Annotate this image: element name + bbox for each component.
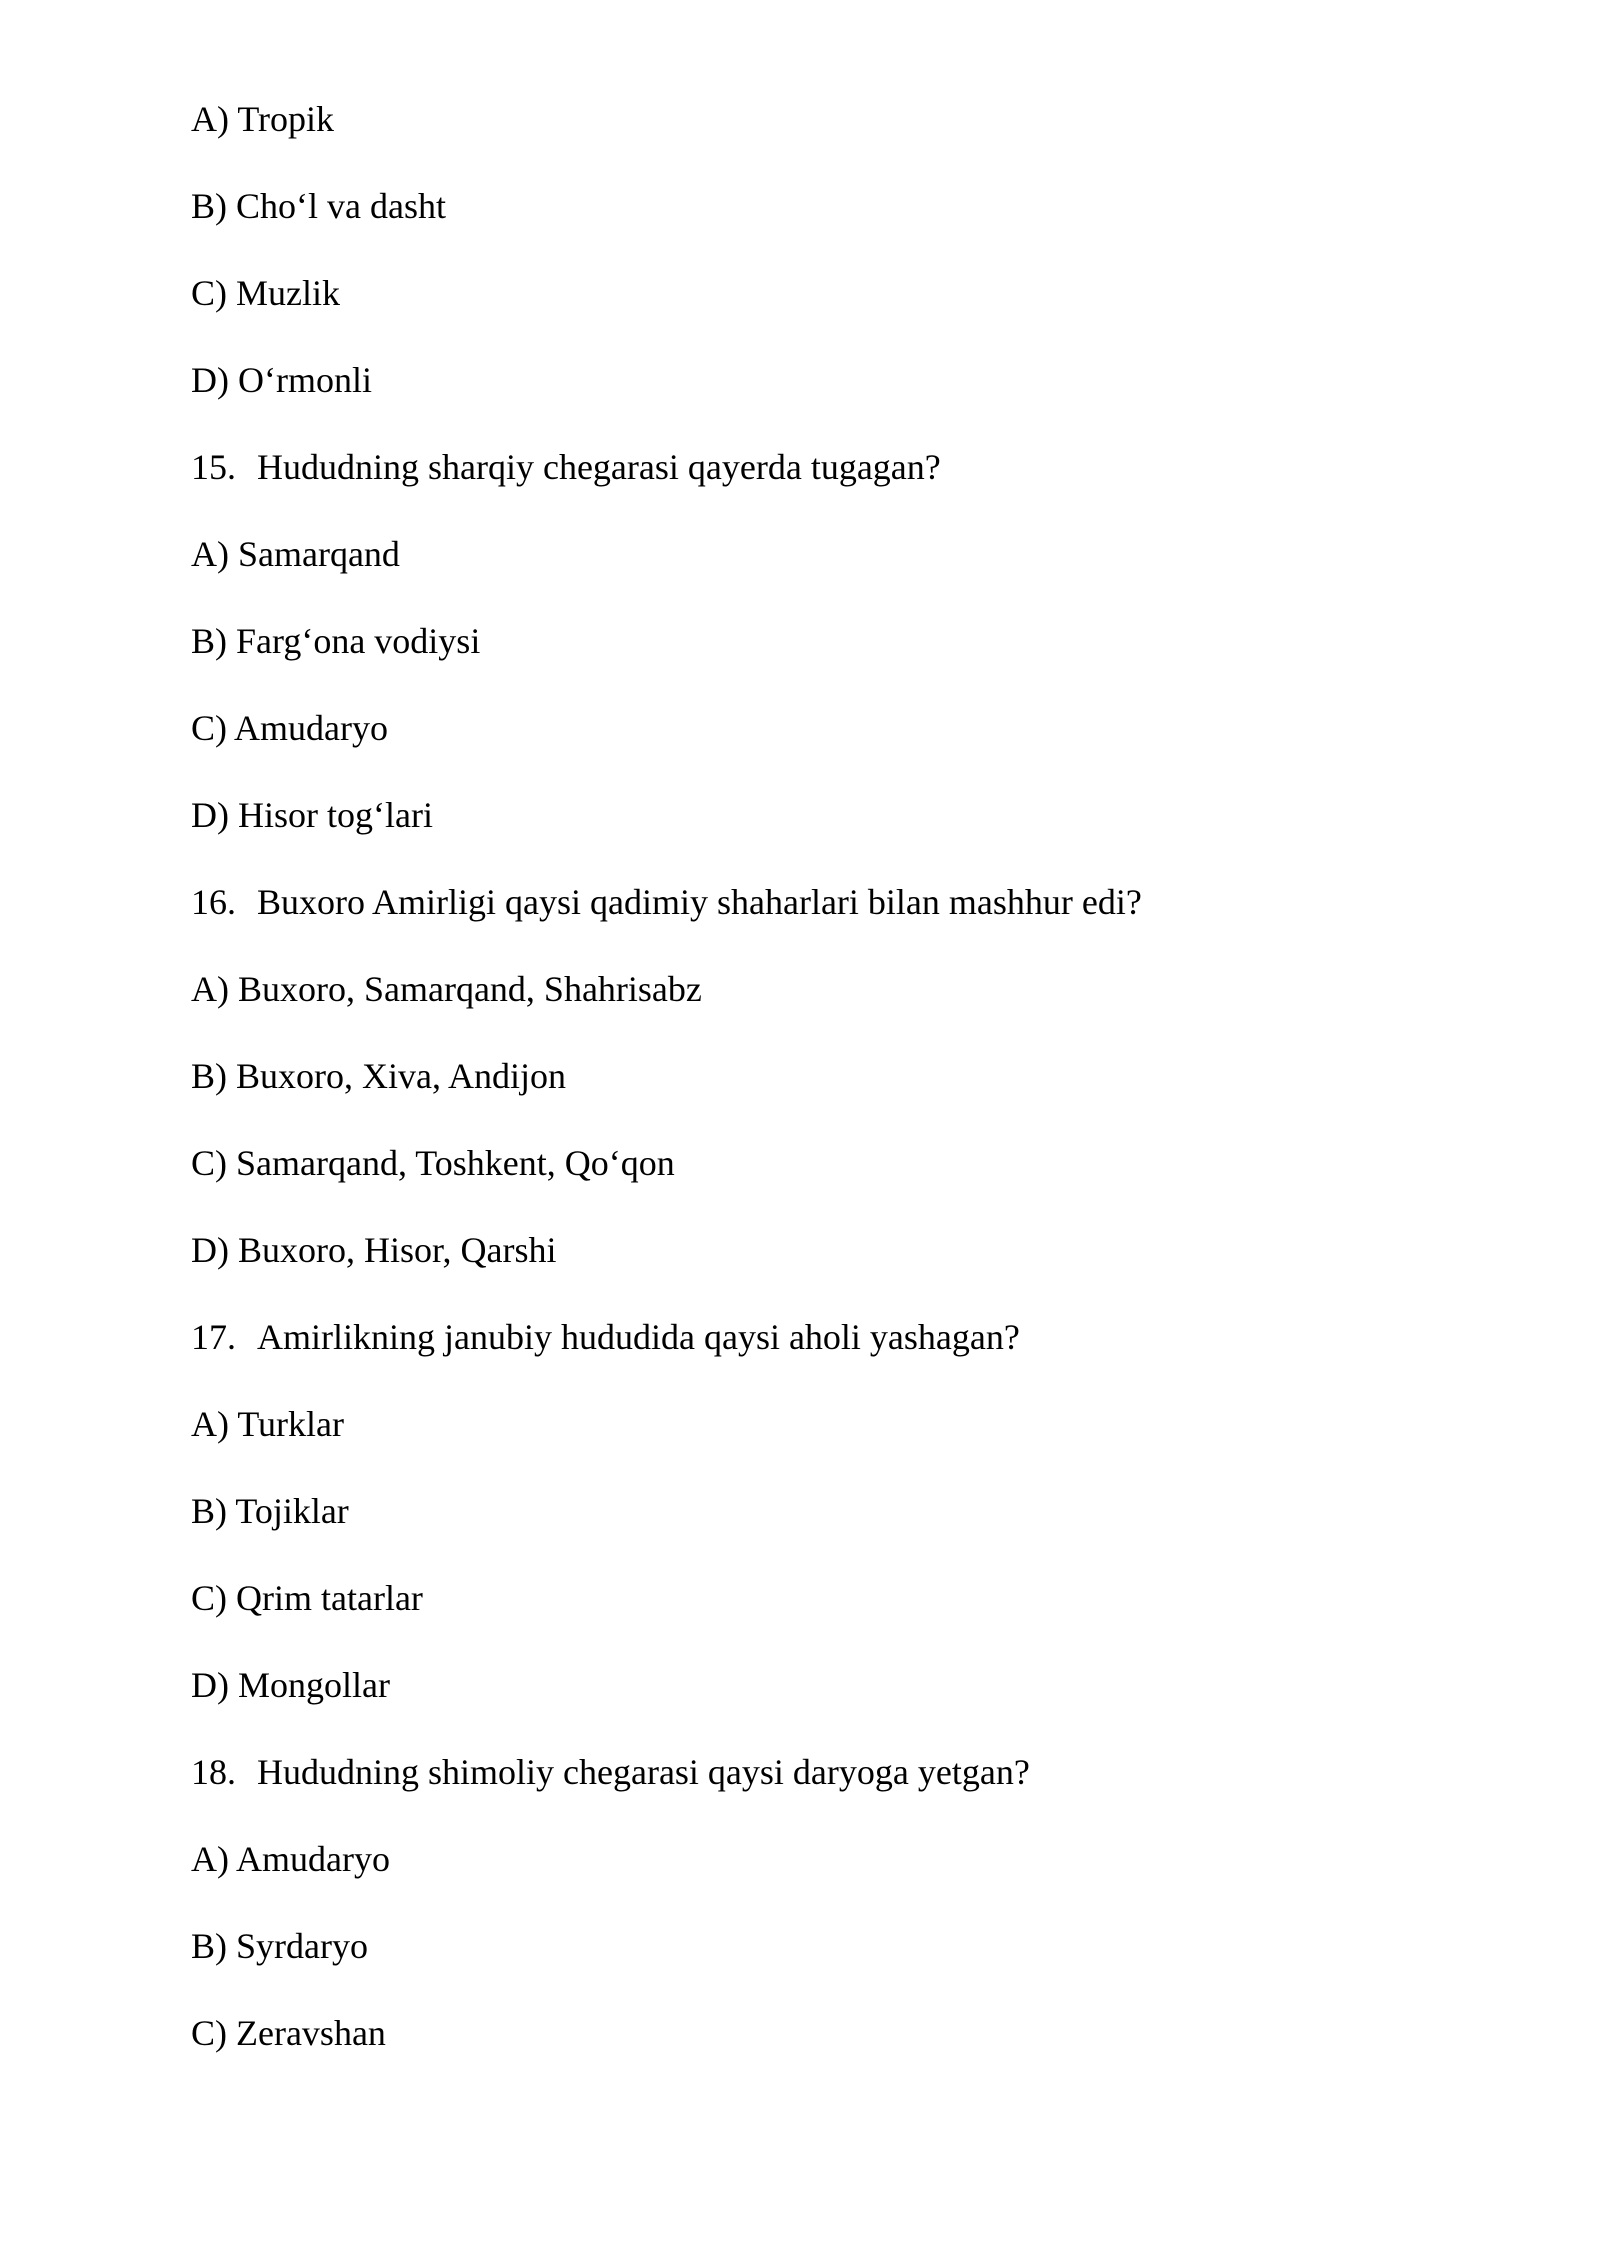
question-15: [191, 438, 1491, 525]
question-text: Amirlikning janubiy hududida qaysi aholi yashagan?: [257, 1317, 1020, 1357]
answer-option: C) Zeravshan: [191, 2013, 386, 2053]
answer-option: D) Mongollar: [191, 1665, 390, 1705]
answer-option: A) Tropik: [191, 99, 335, 139]
question-number: 17.: [191, 1317, 236, 1357]
answer-option: B) Farg‘ona vodiysi: [191, 621, 481, 661]
answer-option: D) Buxoro, Hisor, Qarshi: [191, 1230, 557, 1270]
question-16: [191, 873, 1491, 960]
question-text: Hududning sharqiy chegarasi qayerda tugagan?: [257, 447, 941, 487]
answer-option: C) Amudaryo: [191, 708, 388, 748]
answer-option: D) Hisor tog‘lari: [191, 795, 433, 835]
answer-option: C) Samarqand, Toshkent, Qo‘qon: [191, 1143, 675, 1183]
answer-option: B) Buxoro, Xiva, Andijon: [191, 1056, 566, 1096]
answer-option: A) Amudaryo: [191, 1839, 390, 1879]
question-number: 18.: [191, 1752, 236, 1792]
question-text: Hududning shimoliy chegarasi qaysi daryoga yetgan?: [257, 1752, 1030, 1792]
quiz-content: [191, 90, 1491, 2091]
answer-option: C) Muzlik: [191, 273, 340, 313]
question-number: 15.: [191, 447, 236, 487]
answer-option: B) Syrdaryo: [191, 1926, 368, 1966]
answer-option: D) O‘rmonli: [191, 360, 372, 400]
question-number: 16.: [191, 882, 236, 922]
answer-option: A) Samarqand: [191, 534, 400, 574]
question-17: [191, 1308, 1491, 1395]
answer-option: C) Qrim tatarlar: [191, 1578, 423, 1618]
answer-option: A) Turklar: [191, 1404, 345, 1444]
answer-option: B) Tojiklar: [191, 1491, 349, 1531]
answer-option: A) Buxoro, Samarqand, Shahrisabz: [191, 969, 702, 1009]
question-18: [191, 1743, 1491, 1830]
answer-option: B) Cho‘l va dasht: [191, 186, 446, 226]
question-text: Buxoro Amirligi qaysi qadimiy shaharlari bilan mashhur edi?: [257, 882, 1142, 922]
